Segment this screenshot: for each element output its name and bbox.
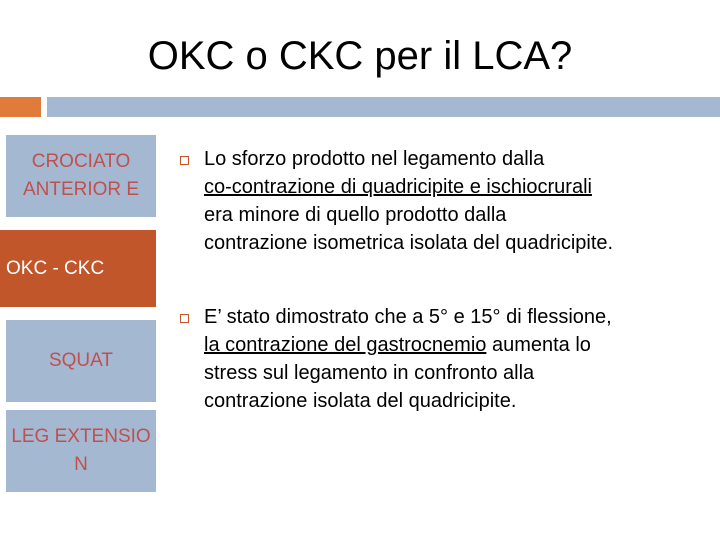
- para-line-underlined: co-contrazione di quadricipite e ischiocrurali: [204, 176, 592, 198]
- para-line: era minore di quello prodotto dalla: [204, 204, 507, 226]
- para-line: contrazione isometrica isolata del quadricipite.: [204, 232, 614, 254]
- para-underlined-text: la contrazione del gastrocnemio: [204, 334, 487, 356]
- bullet-square-icon: [180, 156, 189, 165]
- accent-bar-orange: [0, 97, 41, 117]
- para-line: [204, 331, 704, 359]
- box-crociato-anteriore: [6, 135, 156, 217]
- para-line: stress sul legamento in confronto alla: [204, 362, 535, 384]
- box-label: SQUAT: [48, 350, 114, 371]
- slide-title: OKC o CKC per il LCA?: [147, 34, 573, 78]
- para-text: aumenta lo: [486, 334, 591, 356]
- para-line: Lo sforzo prodotto nel legamento dalla: [204, 148, 545, 170]
- bullet-paragraph-1: [204, 145, 704, 257]
- para-line: contrazione isolata del quadricipite.: [204, 390, 517, 412]
- box-label: CROCIATO ANTERIOR E: [22, 151, 140, 200]
- box-label: LEG EXTENSIO N: [11, 426, 151, 475]
- para-line: E’ stato dimostrato che a 5° e 15° di flessione,: [204, 306, 612, 328]
- box-squat: [6, 320, 156, 402]
- accent-bar-blue: [47, 97, 720, 117]
- bullet-square-icon: [180, 314, 189, 323]
- box-okc-ckc: [0, 230, 156, 307]
- box-label: OKC - CKC: [6, 257, 105, 279]
- box-leg-extension: [6, 410, 156, 492]
- bullet-paragraph-2: [204, 303, 704, 415]
